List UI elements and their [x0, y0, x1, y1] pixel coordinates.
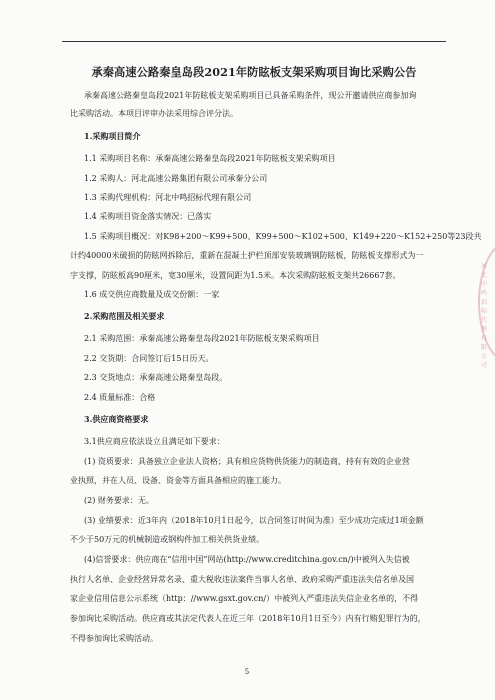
paragraph-line: 1.6 成交供应商数量及成交份额：一家 [84, 290, 220, 299]
paragraph-line: 1.3 采购代理机构：河北中鸣招标代理有限公司 [84, 193, 252, 202]
paragraph-line: (4)信誉要求：供应商在“信用中国”网站(http://www.creditchina.gov.cn/)中被列入失信被 [84, 555, 410, 564]
paragraph-line: 1.4 采购项目资金落实情况：已落实 [84, 212, 212, 221]
paragraph-line: 2.4 质量标准：合格 [84, 393, 156, 402]
section-heading: 2.采购范围及相关要求 [84, 311, 165, 321]
paragraph-line: 2.1 采购范围：承秦高速公路秦皇岛段2021年防眩板支架采购项目 [84, 334, 320, 343]
paragraph-line: 1.2 采购人：河北高速公路集团有限公司承秦分公司 [84, 174, 268, 183]
paragraph-line: 3.1供应商应依法设立且满足如下要求： [84, 437, 225, 446]
page-title: 承秦高速公路秦皇岛段2021年防眩板支架采购项目询比采购公告 [91, 65, 417, 79]
intro-line: 比采购活动。本项目评审办法采用综合评分法。 [70, 109, 238, 118]
paragraph-line: 2.2 交货期：合同签订后15日历天。 [84, 354, 214, 363]
paragraph-line: (3) 业绩要求：近3年内（2018年10月1日起今，以合同签订时间为准）至少成功完成过1项金额 [84, 516, 424, 525]
paragraph-line: 家企业信用信息公示系统（http：//www.gsxt.gov.cn/）中被列入严重违法失信企业名单的，不得 [70, 594, 419, 603]
paragraph-line: 字支撑，防眩板高90厘米，宽30厘米，设置间距为1.5米。本次采购防眩板支架共26667套。 [70, 271, 401, 280]
section-heading: 1.采购项目简介 [84, 131, 141, 141]
seal-stamp-text: 河北中鸣招标代理有限公司 [481, 263, 488, 369]
paragraph-line: 不得参加询比采购活动。 [70, 634, 158, 643]
paragraph-line: 1.5 采购项目概况：对K98+200～K99+500、K99+500～K102+500、K149+220～K152+250等23段共 [84, 232, 482, 241]
section-heading: 3.供应商资格要求 [84, 414, 149, 424]
paragraph-line: 1.1 采购项目名称：承秦高速公路秦皇岛段2021年防眩板支架采购项目 [84, 154, 336, 163]
paragraph-line: 执行人名单、企业经营异常名录、重大税收违法案件当事人名单、政府采购严重违法失信名单及国 [70, 575, 414, 584]
paragraph-line: 2.3 交货地点：承秦高速公路秦皇岛段。 [84, 373, 228, 382]
paragraph-line: 业执照，并在人员、设备、资金等方面具备相应的施工能力。 [70, 476, 286, 485]
intro-line: 承秦高速公路秦皇岛段2021年防眩板支架采购项目已具备采购条件，现公开邀请供应商参加询 [84, 91, 417, 100]
paragraph-line: 计约40000米破损的防眩网拆除后，重新在混凝土护栏顶部安装玻璃钢防眩板，防眩板支撑形式为一 [70, 251, 424, 260]
page-number: 5 [244, 668, 250, 676]
paragraph-line: 不少于50万元的机械制造或钢构件加工相关供货业绩。 [70, 535, 265, 544]
paragraph-line: 参加询比采购活动。供应商或其法定代表人在近三年（2018年10月1日至今）内有行贿犯罪行为的， [70, 614, 426, 623]
paragraph-line: (1) 资质要求：具备独立企业法人资格；具有相应货物供货能力的制造商，持有有效的企业营 [84, 457, 410, 466]
paragraph-line: (2) 财务要求：无。 [84, 496, 154, 505]
top-rule [62, 41, 446, 42]
